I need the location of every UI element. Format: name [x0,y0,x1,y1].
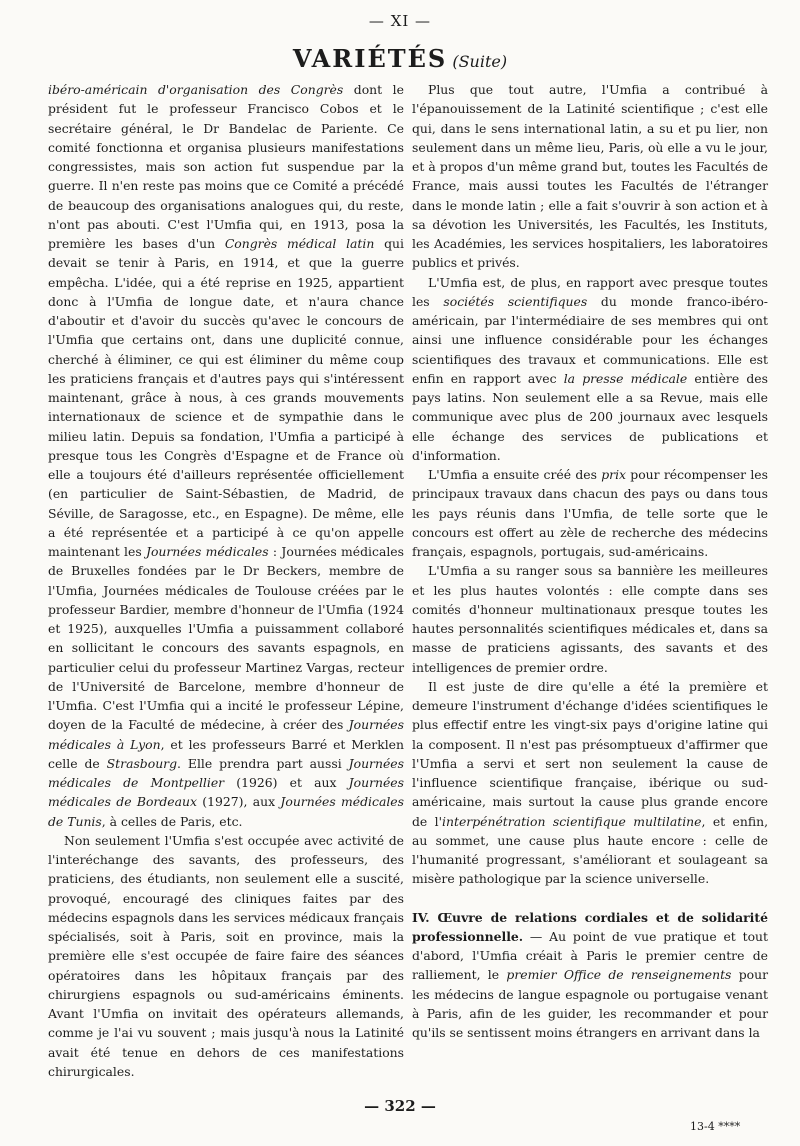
right-paragraph-2: L'Umfia est, de plus, en rapport avec presque toutes les sociétés scientifiques du monde franco-ibéro-américain, par l'intermédiaire de ses membres qui ont ainsi une influence considérable pour les échanges scientifiques des travaux et communications. Elle est enfin en rapport avec la presse médicale entière des pays latins. Non seulement elle a sa Revue, mais elle communique avec plus de 200 journaux avec lesquels elle échange des services de publications et d'information. [412,274,768,463]
italic-text: Journées médicales [146,544,269,559]
section-spacer [412,889,768,908]
section-title: IV. Œuvre de relations cordiales et de solidarité professionnelle. [412,909,768,944]
right-paragraph-3: L'Umfia a ensuite créé des prix pour récompenser les principaux travaux dans chacun des pays ou dans tous les pays réunis dans l'Umfia, de telle sorte que le concours est offert au zèle de recherche des médecins français, espagnols, portugais, sud-américains. [412,467,769,559]
italic-text: Journées médicales de Tunis [48,794,404,829]
page-title: VARIÉTÉS [292,44,448,73]
italic-text: interpénétration scientifique multilatine [442,813,702,829]
section-body: — Au point de vue pratique et tout d'abord, l'Umfia créait à Paris le premier centre de ralliement, le premier Office de renseignements pour les médecins de langue espagnole ou portugaise venant à Paris, afin de les guider, les recommander et pour qu'ils se sentissent moins étrangers en arrivant dans la [412,928,769,1040]
italic-text: la presse médicale [563,370,688,386]
italic-text: Journées médicales à Lyon [48,717,404,752]
italic-text: Journées médicales de Bordeaux [48,775,404,810]
italic-text: Congrès médical latin [224,236,375,251]
italic-text: prix [601,467,627,482]
right-paragraph-4: L'Umfia a su ranger sous sa bannière les meilleures et les plus hautes volontés : elle compte dans ses comités d'honneur multinationaux presque toutes les hautes personnalités scientifiques médicales et, dans sa masse de praticiens agissants, des savants et des intelligences de premier ordre. [412,563,768,675]
italic-text: premier Office de renseignements [506,967,732,983]
right-paragraph-5: Il est juste de dire qu'elle a été la première et demeure l'instrument d'échange d'idées scientifiques le plus effectif entre les vingt-six pays d'origine latine qui la composent. Il n'est pas présomptueux d'affirmer que l'Umfia a servi et sert non seulement la cause de l'influence scientifique française, ibérique ou sud-américaine, mais surtout la cause plus grande encore de l'interpénétration scientifique multilatine, et enfin, au sommet, une cause plus haute encore : celle de l'humanité progressant, s'améliorant et soulageant sa misère pathologique par la science universelle. [412,678,769,887]
left-column [48,80,404,1081]
right-column [412,80,768,1042]
italic-text: Strasbourg [106,755,178,771]
italic-text: ibéro-américain d'organisation des Congrès [48,82,344,97]
right-paragraph-6 [412,908,768,1043]
left-paragraph-1: ibéro-américain d'organisation des Congrès dont le président fut le professeur Francisco Cobos et le secrétaire général, le Dr Bandelac de Pariente. Ce comité fonctionna et organisa plusieurs manifestations congressistes, mais son action fut suspendue par la guerre. Il n'en reste pas moins que ce Comité a précédé de beaucoup des organisations analogues qui, du reste, n'ont pas abouti. C'est l'Umfia qui, en 1913, posa la première les bases d'un Congrès médical latin qui devait se tenir à Paris, en 1914, et que la guerre empêcha. L'idée, qui a été reprise en 1925, appartient donc à l'Umfia de longue date, et n'aura chance d'aboutir et d'avoir du succès qu'avec le concours de l'Umfia que certains ont, dans une duplicité connue, cherché à éliminer, ce qui est éliminer du même coup les praticiens français et d'autres pays qui s'intéressent maintenant, grâce à nous, à ces grands mouvements internationaux de science et de sympathie dans le milieu latin. Depuis sa fondation, l'Umfia a participé à presque tous les Congrès d'Espagne et de France où elle a toujours été d'ailleurs représentée officiellement (en particulier de Saint-Sébastien, de Madrid, de Séville, de Saragosse, etc., en Espagne). De même, elle a été représentée et a participé à ce qu'on appelle maintenant les Journées médicales : Journées médicales de Bruxelles fondées par le Dr Beckers, membre de l'Umfia, Journées médicales de Toulouse créées par le professeur Bardier, membre d'honneur de l'Umfia (1924 et 1925), auxquelles l'Umfia a puissamment collaboré en sollicitant le concours des savants espagnols, en particulier celui du professeur Martinez Vargas, recteur de l'Université de Barcelone, membre d'honneur de l'Umfia. C'est l'Umfia qui a incité le professeur Lépine, doyen de la Faculté de médecine, à créer des Journées médicales à Lyon, et les professeurs Barré et Merklen celle de Strasbourg. Elle prendra part aussi Journées médicales de Montpellier (1926) et aux Journées médicales de Bordeaux (1927), aux Journées médicales de Tunis, à celles de Paris, etc. [48,82,405,829]
page-header [0,44,800,73]
left-paragraph-2: Non seulement l'Umfia s'est occupée avec activité de l'interéchange des savants, des professeurs, des praticiens, des étudiants, non seulement elle a suscité, provoqué, encouragé des cliniques faites par des médecins espagnols dans les services médicaux français spécialisés, soit à Paris, soit en province, mais la première elle s'est occupée de faire faire des séances opératoires dans les hôpitaux français par des chirurgiens espagnols ou sud-américains éminents. Avant l'Umfia on invitait des opérateurs allemands, comme je l'ai vu souvent ; mais jusqu'à nous la Latinité avait été tenue en dehors de ces manifestations chirurgicales. [48,832,404,1079]
italic-text: sociétés scientifiques [443,293,588,309]
right-paragraph-1: Plus que tout autre, l'Umfia a contribué à l'épanouissement de la Latinité scientifique ; c'est elle qui, dans le sens international latin, a su et pu lier, non seulement dans un même lieu, Paris, où elle a vu le jour, et à propos d'un même grand but, toutes les Facultés de France, mais aussi toutes les Facultés de l'étranger dans le monde latin ; elle a fait s'ouvrir à son action et à sa dévotion les Universités, les Facultés, les Instituts, les Académies, les services hospitaliers, les laboratoires publics et privés. [412,82,768,271]
italic-text: Journées médicales de Montpellier [48,755,404,790]
page-number: — 322 — [364,1097,436,1115]
print-code: 13-4 **** [690,1120,741,1133]
page-subtitle: (Suite) [452,52,508,71]
page-roman-numeral: — XI — [368,12,432,30]
